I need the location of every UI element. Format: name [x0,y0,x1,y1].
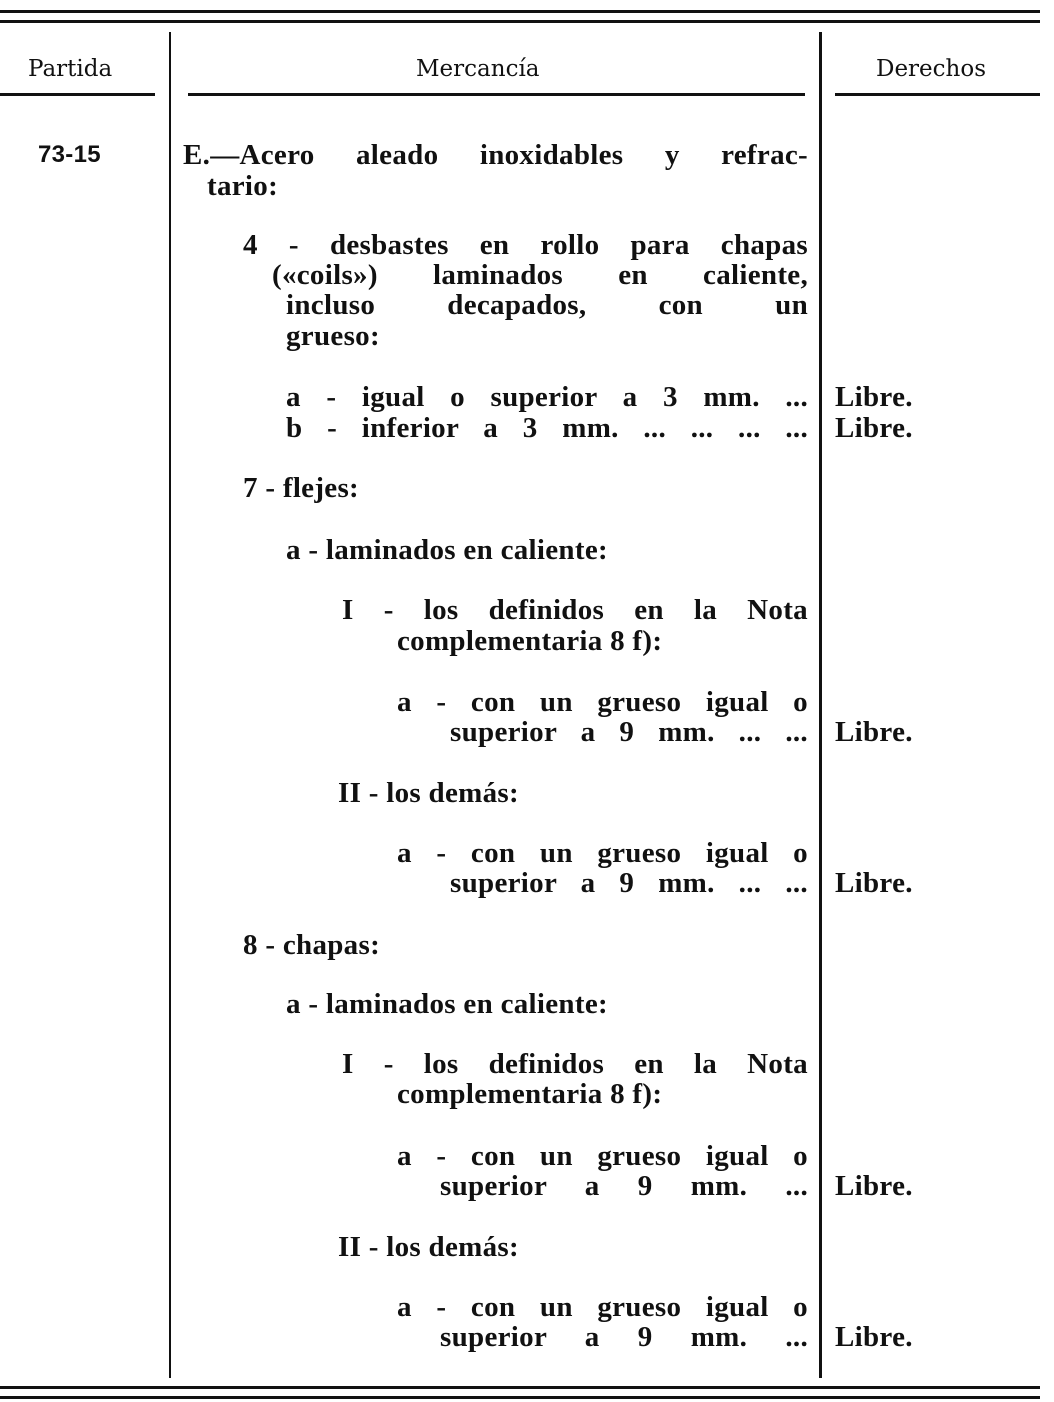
partida-code: 73-15 [38,141,101,168]
merchandise-line: 7 - flejes: [243,472,360,504]
merchandise-line: superior a 9 mm. ... ... [450,867,808,899]
merchandise-line: I - los definidos en la Nota [342,1048,808,1080]
merchandise-line: a - con un grueso igual o [397,1291,808,1323]
top-rule-1 [0,10,1040,13]
merchandise-line: a - laminados en caliente: [286,534,608,566]
merchandise-line: a - laminados en caliente: [286,988,608,1020]
duty-value: Libre. [835,412,913,444]
merchandise-line: E.—Acero aleado inoxidables y refrac- [183,139,808,171]
merchandise-line: complementaria 8 f): [397,625,663,657]
header-derechos: Derechos [876,56,987,82]
merchandise-line: 4 - desbastes en rollo para chapas [243,229,808,261]
top-rule-2 [0,20,1040,23]
merchandise-line: incluso decapados, con un [286,289,808,321]
duty-value: Libre. [835,867,913,899]
merchandise-line: superior a 9 mm. ... [440,1321,808,1353]
merchandise-line: a - igual o superior a 3 mm. ... [286,381,808,413]
merchandise-line: superior a 9 mm. ... [440,1170,808,1202]
column-divider-right [819,32,822,1378]
merchandise-line: grueso: [286,320,380,352]
merchandise-line: («coils») laminados en caliente, [272,259,808,291]
header-underline-partida [0,93,155,96]
duty-value: Libre. [835,716,913,748]
bottom-rule-1 [0,1386,1040,1389]
header-partida: Partida [28,56,113,82]
merchandise-line: I - los definidos en la Nota [342,594,808,626]
merchandise-line: a - con un grueso igual o [397,686,808,718]
merchandise-line: II - los demás: [338,1231,519,1263]
merchandise-line: a - con un grueso igual o [397,837,808,869]
merchandise-line: b - inferior a 3 mm. ... ... ... ... [286,412,808,444]
header-underline-derechos [835,93,1040,96]
merchandise-line: II - los demás: [338,777,519,809]
merchandise-line: 8 - chapas: [243,929,381,961]
merchandise-line: a - con un grueso igual o [397,1140,808,1172]
merchandise-line: superior a 9 mm. ... ... [450,716,808,748]
duty-value: Libre. [835,381,913,413]
bottom-rule-2 [0,1396,1040,1399]
duty-value: Libre. [835,1321,913,1353]
header-underline-mercancia [188,93,805,96]
column-divider-left [169,32,171,1378]
duty-value: Libre. [835,1170,913,1202]
merchandise-line: tario: [207,170,279,202]
merchandise-line: complementaria 8 f): [397,1078,663,1110]
header-mercancia: Mercancía [416,56,540,82]
